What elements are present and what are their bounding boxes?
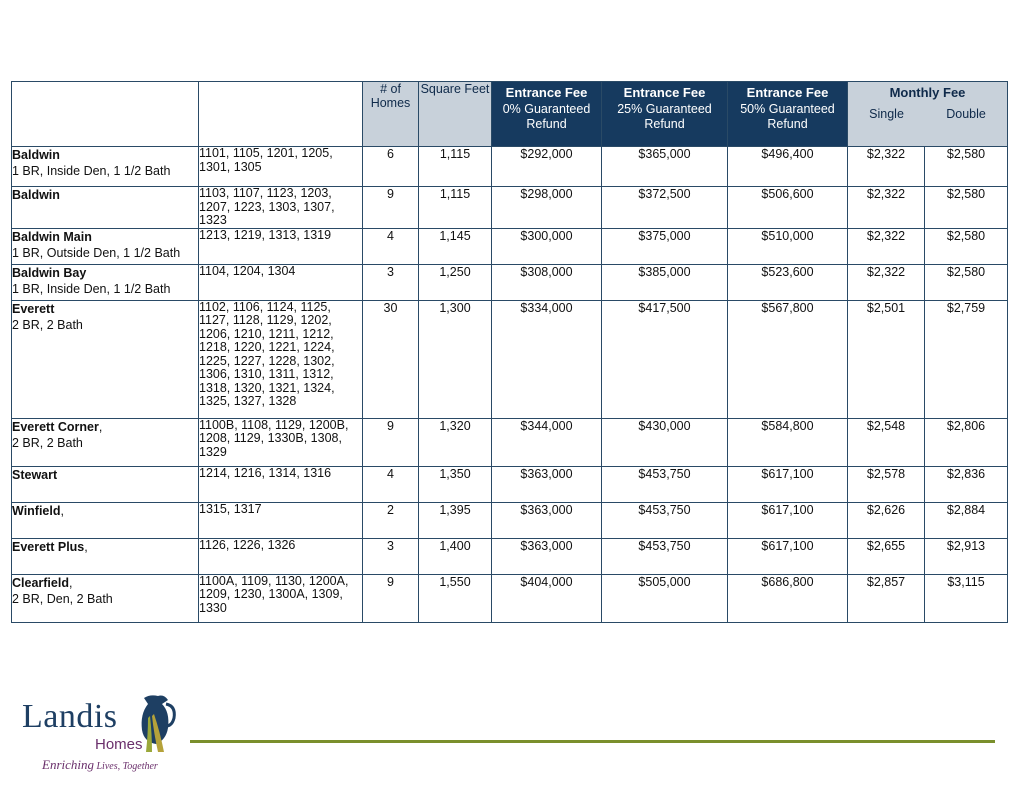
header-row	[12, 82, 1008, 147]
double-cell: $2,759	[925, 300, 1008, 418]
single-cell: $2,626	[848, 502, 925, 538]
fee0-cell: $334,000	[492, 300, 602, 418]
homes-cell: 9	[363, 418, 419, 466]
fee25-cell: $372,500	[602, 187, 728, 229]
header-entrance-fee-0	[492, 82, 602, 147]
logo-tagline-script: Enriching	[42, 757, 94, 772]
header-num-homes: # of Homes	[363, 82, 419, 147]
fee0-cell: $363,000	[492, 466, 602, 502]
table-row	[12, 574, 1008, 622]
model-name: Everett Corner	[12, 419, 99, 434]
model-name: Baldwin Bay	[12, 265, 87, 280]
fee0-cell: $363,000	[492, 502, 602, 538]
header-fee25-title: Entrance Fee	[623, 85, 706, 100]
single-cell: $2,322	[848, 228, 925, 264]
pricing-table-body	[12, 147, 1008, 623]
fee25-cell: $365,000	[602, 147, 728, 187]
model-cell	[12, 466, 199, 502]
model-name: Everett Plus	[12, 539, 85, 554]
homes-cell: 4	[363, 466, 419, 502]
header-monthly-double: Double	[946, 107, 986, 121]
header-fee50-sub: 50% Guaranteed Refund	[740, 102, 835, 131]
fee50-cell: $496,400	[728, 147, 848, 187]
fee0-cell: $404,000	[492, 574, 602, 622]
sqft-cell: 1,550	[419, 574, 492, 622]
logo-tagline-rest: Lives, Together	[96, 761, 158, 772]
logo-tagline	[42, 757, 158, 773]
single-cell: $2,501	[848, 300, 925, 418]
model-name: Baldwin	[12, 188, 60, 202]
fee25-cell: $453,750	[602, 538, 728, 574]
fee0-cell: $300,000	[492, 228, 602, 264]
double-cell: $2,913	[925, 538, 1008, 574]
pricing-table	[11, 81, 1008, 623]
model-cell	[12, 300, 199, 418]
table-row	[12, 418, 1008, 466]
homes-cell: 30	[363, 300, 419, 418]
homes-cell: 4	[363, 228, 419, 264]
sqft-cell: 1,320	[419, 418, 492, 466]
fee25-cell: $505,000	[602, 574, 728, 622]
sqft-cell: 1,350	[419, 466, 492, 502]
homes-cell: 9	[363, 187, 419, 229]
header-entrance-fee-50	[728, 82, 848, 147]
single-cell: $2,655	[848, 538, 925, 574]
landis-homes-logo	[20, 690, 180, 780]
unit-numbers-cell: 1100A, 1109, 1130, 1200A, 1209, 1230, 1300A, 1309, 1330	[199, 574, 363, 622]
model-cell	[12, 147, 199, 187]
model-description: 1 BR, Outside Den, 1 1/2 Bath	[12, 245, 181, 260]
table-row	[12, 147, 1008, 187]
fee50-cell: $617,100	[728, 538, 848, 574]
sqft-cell: 1,395	[419, 502, 492, 538]
pitcher-icon	[130, 692, 180, 754]
table-row	[12, 538, 1008, 574]
model-name: Stewart	[12, 467, 58, 482]
fee50-cell: $686,800	[728, 574, 848, 622]
single-cell: $2,578	[848, 466, 925, 502]
header-entrance-fee-25	[602, 82, 728, 147]
fee0-cell: $363,000	[492, 538, 602, 574]
fee25-cell: $417,500	[602, 300, 728, 418]
fee50-cell: $510,000	[728, 228, 848, 264]
single-cell: $2,322	[848, 187, 925, 229]
header-monthly-title: Monthly Fee	[889, 85, 966, 100]
table-row	[12, 264, 1008, 300]
fee25-cell: $430,000	[602, 418, 728, 466]
double-cell: $2,884	[925, 502, 1008, 538]
double-cell: $2,580	[925, 187, 1008, 229]
header-fee0-sub: 0% Guaranteed Refund	[502, 102, 591, 131]
homes-cell: 2	[363, 502, 419, 538]
header-blank-model	[12, 82, 199, 147]
model-name: Winfield	[12, 503, 61, 518]
model-cell	[12, 502, 199, 538]
fee25-cell: $453,750	[602, 466, 728, 502]
homes-cell: 3	[363, 538, 419, 574]
double-cell: $2,580	[925, 147, 1008, 187]
model-description: 2 BR, Den, 2 Bath	[12, 591, 113, 606]
sqft-cell: 1,115	[419, 187, 492, 229]
fee50-cell: $617,100	[728, 502, 848, 538]
model-name-suffix: ,	[98, 419, 103, 434]
unit-numbers-cell: 1102, 1106, 1124, 1125, 1127, 1128, 1129, 1202, 1206, 1210, 1211, 1212, 1218, 1220, 1221, 1224, 1225, 1227, 1228, 1302, 1306, 1310, 1311, 1312, 1318, 1320, 1321, 1324, 1325, 1327, 1328	[199, 300, 363, 418]
unit-numbers-cell: 1315, 1317	[199, 502, 363, 538]
double-cell: $3,115	[925, 574, 1008, 622]
model-description: 1 BR, Inside Den, 1 1/2 Bath	[12, 281, 171, 296]
fee25-cell: $375,000	[602, 228, 728, 264]
model-name: Baldwin Main	[12, 229, 92, 244]
header-fee50-title: Entrance Fee	[746, 85, 829, 100]
unit-numbers-cell: 1214, 1216, 1314, 1316	[199, 466, 363, 502]
single-cell: $2,857	[848, 574, 925, 622]
table-row	[12, 228, 1008, 264]
model-name-suffix: ,	[60, 503, 64, 518]
logo-wordmark: Landis	[22, 698, 118, 735]
model-name-suffix: ,	[84, 539, 88, 554]
sqft-cell: 1,300	[419, 300, 492, 418]
header-monthly-fee	[848, 82, 1008, 147]
fee0-cell: $292,000	[492, 147, 602, 187]
model-name: Everett	[12, 301, 55, 316]
model-cell	[12, 228, 199, 264]
header-blank-units	[199, 82, 363, 147]
unit-numbers-cell: 1126, 1226, 1326	[199, 538, 363, 574]
model-cell	[12, 418, 199, 466]
sqft-cell: 1,115	[419, 147, 492, 187]
table-row	[12, 300, 1008, 418]
double-cell: $2,836	[925, 466, 1008, 502]
single-cell: $2,548	[848, 418, 925, 466]
model-description: 2 BR, 2 Bath	[12, 317, 83, 332]
fee25-cell: $385,000	[602, 264, 728, 300]
unit-numbers-cell: 1103, 1107, 1123, 1203, 1207, 1223, 1303, 1307, 1323	[199, 187, 363, 229]
header-fee0-title: Entrance Fee	[505, 85, 588, 100]
unit-numbers-cell: 1104, 1204, 1304	[199, 264, 363, 300]
footer-divider-line	[190, 740, 995, 743]
unit-numbers-cell: 1213, 1219, 1313, 1319	[199, 228, 363, 264]
model-cell	[12, 264, 199, 300]
double-cell: $2,580	[925, 228, 1008, 264]
fee0-cell: $308,000	[492, 264, 602, 300]
double-cell: $2,580	[925, 264, 1008, 300]
unit-numbers-cell: 1101, 1105, 1201, 1205, 1301, 1305	[199, 147, 363, 187]
fee50-cell: $617,100	[728, 466, 848, 502]
model-name-suffix: ,	[68, 575, 73, 590]
table-row	[12, 502, 1008, 538]
fee50-cell: $523,600	[728, 264, 848, 300]
sqft-cell: 1,400	[419, 538, 492, 574]
sqft-cell: 1,145	[419, 228, 492, 264]
model-cell	[12, 574, 199, 622]
table-row	[12, 466, 1008, 502]
homes-cell: 9	[363, 574, 419, 622]
double-cell: $2,806	[925, 418, 1008, 466]
model-name: Baldwin	[12, 148, 60, 162]
homes-cell: 6	[363, 147, 419, 187]
logo-homes-text: Homes	[95, 736, 143, 753]
fee0-cell: $298,000	[492, 187, 602, 229]
homes-cell: 3	[363, 264, 419, 300]
fee50-cell: $567,800	[728, 300, 848, 418]
model-name: Clearfield	[12, 575, 69, 590]
fee25-cell: $453,750	[602, 502, 728, 538]
table-row	[12, 187, 1008, 229]
fee0-cell: $344,000	[492, 418, 602, 466]
single-cell: $2,322	[848, 264, 925, 300]
header-square-feet: Square Feet	[419, 82, 492, 147]
sqft-cell: 1,250	[419, 264, 492, 300]
header-fee25-sub: 25% Guaranteed Refund	[617, 102, 712, 131]
model-description: 2 BR, 2 Bath	[12, 435, 83, 450]
model-cell	[12, 187, 199, 229]
model-description: 1 BR, Inside Den, 1 1/2 Bath	[12, 164, 171, 178]
fee50-cell: $506,600	[728, 187, 848, 229]
header-monthly-single: Single	[869, 107, 904, 121]
model-cell	[12, 538, 199, 574]
unit-numbers-cell: 1100B, 1108, 1129, 1200B, 1208, 1129, 1330B, 1308, 1329	[199, 418, 363, 466]
fee50-cell: $584,800	[728, 418, 848, 466]
single-cell: $2,322	[848, 147, 925, 187]
